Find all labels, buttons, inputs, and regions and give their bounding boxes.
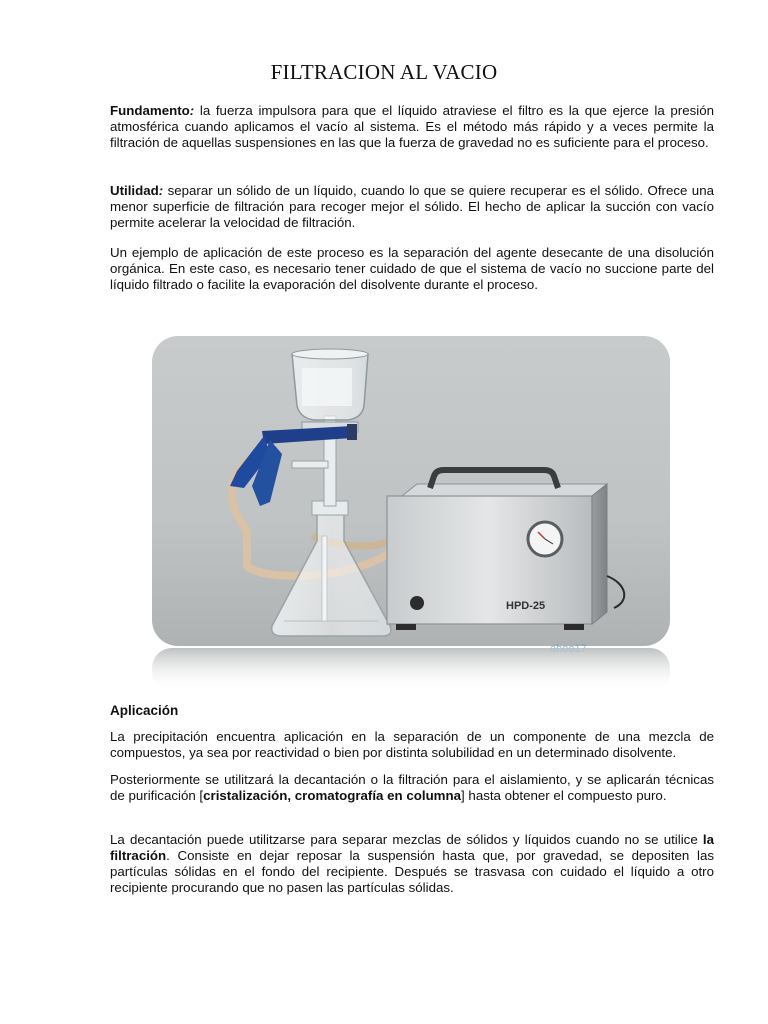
- aplicacion-p2-bold: cristalización, cromatografía en columna: [203, 788, 462, 803]
- fundamento-label: Fundamento: [110, 103, 190, 118]
- aplicacion-p2-after: ] hasta obtener el compuesto puro.: [461, 788, 667, 803]
- utilidad-colon: :: [158, 183, 164, 198]
- fundamento-text: la fuerza impulsora para que el líquido atraviese el filtro es la que ejerce la presión atmosférica cuando aplicamos el vacío al sistema. Es el método más rápido y a veces permite la filtración de aquellas suspensiones en las que la fuerza de gravedad no es suficiente para el proceso.: [110, 103, 714, 150]
- fundamento-paragraph: [110, 103, 714, 151]
- utilidad-paragraph: [110, 183, 714, 231]
- photo-reflection: [152, 648, 670, 692]
- aplicacion-p3-before: La decantación puede utilitzarse para separar mezclas de sólidos y líquidos cuando no se utilice: [110, 832, 703, 847]
- aplicacion-paragraph-2: [110, 772, 714, 804]
- aplicacion-heading: Aplicación: [110, 703, 179, 718]
- aplicacion-p3-bold: la filtración: [110, 832, 714, 863]
- pump-model-label: HPD-25: [506, 600, 546, 612]
- page-title: FILTRACION AL VACIO: [270, 60, 498, 84]
- ejemplo-paragraph: Un ejemplo de aplicación de este proceso es la separación del agente desecante de una disolución orgánica. En este caso, es necesario tener cuidado de que el sistema de vacío no succione parte del líquido filtrado o facilite la evaporación del disolvente durante el proceso.: [110, 245, 714, 292]
- utilidad-text: separar un sólido de un líquido, cuando lo que se quiere recuperar es el sólido. Ofrece una menor superficie de filtración para recoger mejor el sólido. El hecho de aplicar la succión con vacío permite acelerar la velocidad de filtración.: [110, 183, 714, 230]
- aplicacion-p2-before: Posteriormente se utilitzará la decantación o la filtración para el aislamiento, y se aplicarán técnicas de purificación [: [110, 772, 714, 803]
- aplicacion-p3-after: . Consiste en dejar reposar la suspensión hasta que, por gravedad, se depositen las partículas sólidas en el fondo del recipiente. Después se trasvasa con cuidado el líquido a otro recipiente procurando que no pasen las partículas sólidas.: [110, 848, 714, 895]
- vacuum-filtration-photo: [152, 336, 670, 646]
- aplicacion-paragraph-1: La precipitación encuentra aplicación en la separación de un componente de una mezcla de compuestos, ya sea por reactividad o bien por distinta solubilidad en un determinado disolvente.: [110, 729, 714, 760]
- fundamento-colon: :: [189, 103, 195, 118]
- aplicacion-paragraph-3: [110, 832, 714, 896]
- utilidad-label: Utilidad: [110, 183, 159, 198]
